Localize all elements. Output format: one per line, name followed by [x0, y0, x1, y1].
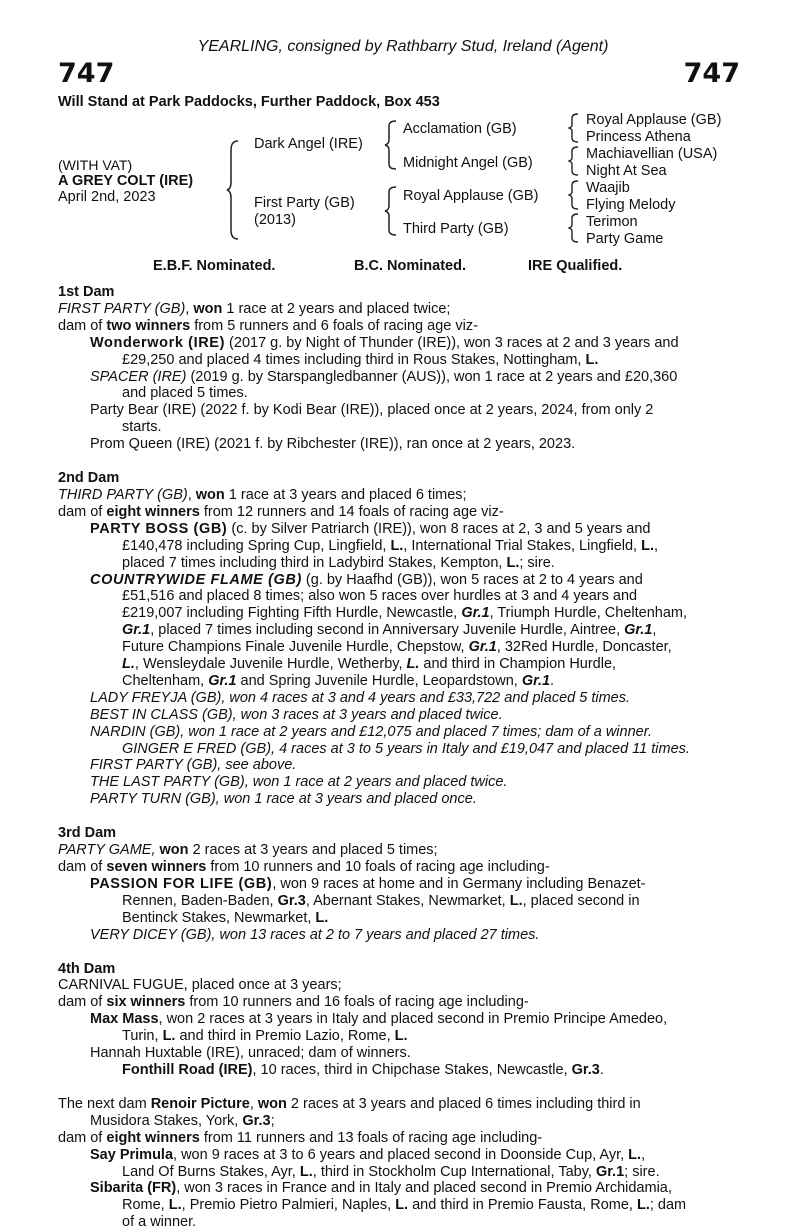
sire-dam: Midnight Angel (GB) [403, 155, 533, 171]
offspring-entry-cont: Turin, L. and third in Premio Lazio, Rome, L. [122, 1028, 408, 1045]
ggs-3: Waajib [586, 180, 630, 196]
produce-line: dam of seven winners from 10 runners and 10 foals of racing age including- [58, 859, 550, 875]
offspring-entry: THE LAST PARTY (GB), won 1 race at 2 years and placed twice. [90, 774, 508, 791]
produce-line: dam of eight winners from 11 runners and 13 foals of racing age including- [58, 1129, 543, 1146]
offspring-entry: BEST IN CLASS (GB), won 3 races at 3 years and placed twice. [90, 706, 503, 723]
offspring-entry-cont: Bentinck Stakes, Newmarket, L. [122, 909, 329, 926]
offspring-entry-cont: starts. [122, 419, 162, 436]
first-dam-section [58, 284, 748, 453]
offspring-entry: Say Primula, won 9 races at 3 to 6 years and placed second in Doonside Cup, Ayr, L., [90, 1146, 646, 1163]
offspring-entry: SPACER (IRE) (2019 g. by Starspangledbanner (AUS)), won 1 race at 2 years and £20,360 [90, 368, 678, 385]
vat-note: (WITH VAT) [58, 157, 133, 173]
section-heading: 4th Dam [58, 960, 116, 977]
consignment-line: YEARLING, consigned by Rathbarry Stud, Ireland (Agent) [197, 38, 609, 55]
horse-name: A GREY COLT (IRE) [58, 173, 194, 189]
offspring-entry: COUNTRYWIDE FLAME (GB) (g. by Haafhd (GB)), won 5 races at 2 to 4 years and [90, 571, 643, 588]
produce-line: dam of two winners from 5 runners and 6 foals of racing age viz- [58, 317, 478, 334]
offspring-entry-cont: £51,516 and placed 8 times; also won 5 races over hurdles at 3 and 4 years and [122, 588, 638, 605]
stable-location: Will Stand at Park Paddocks, Further Paddock, Box 453 [58, 94, 440, 110]
next-dam-section [58, 1096, 748, 1231]
dam-line: PARTY GAME, won 2 races at 3 years and placed 5 times; [58, 842, 438, 859]
section-heading: 1st Dam [58, 284, 115, 300]
offspring-entry: LADY FREYJA (GB), won 4 races at 3 and 4 years and £33,722 and placed 5 times. [90, 689, 631, 706]
offspring-entry-cont: Cheltenham, Gr.1 and Spring Juvenile Hurdle, Leopardstown, Gr.1. [122, 672, 555, 689]
dam-name: First Party (GB) [254, 195, 355, 211]
offspring-entry: FIRST PARTY (GB), see above. [90, 757, 297, 774]
sire-sire: Acclamation (GB) [403, 121, 517, 137]
offspring-entry-cont: £29,250 and placed 4 times including third in Rous Stakes, Nottingham, L. [122, 351, 599, 368]
offspring-entry: Wonderwork (IRE) (2017 g. by Night of Thunder (IRE)), won 3 races at 2 and 3 years and [90, 334, 679, 351]
brace-sire [384, 120, 398, 170]
section-heading: 2nd Dam [58, 470, 120, 487]
offspring-entry-cont: Land Of Burns Stakes, Ayr, L., third in Stockholm Cup International, Taby, Gr.1; sire. [122, 1163, 660, 1180]
ggd-1: Princess Athena [586, 129, 691, 145]
third-dam-section [58, 825, 748, 943]
ire-qualification: IRE Qualified. [528, 258, 623, 274]
dam-line: The next dam Renoir Picture, won 2 races at 3 years and placed 6 times including third in [58, 1095, 641, 1112]
ggd-2: Night At Sea [586, 163, 667, 179]
offspring-entry-cont: Rennen, Baden-Baden, Gr.3, Abernant Stakes, Newmarket, L., placed second in [122, 892, 640, 909]
offspring-entry: Sibarita (FR), won 3 races in France and in Italy and placed second in Premio Archidamia, [90, 1180, 672, 1197]
produce-line: dam of eight winners from 12 runners and 14 foals of racing age viz- [58, 503, 504, 520]
ggd-4: Party Game [586, 231, 664, 247]
ggd-3: Flying Melody [586, 197, 676, 213]
ggs-2: Machiavellian (USA) [586, 146, 718, 162]
offspring-entry-cont: Gr.1, placed 7 times including second in Anniversary Juvenile Hurdle, Aintree, Gr.1, [122, 622, 657, 639]
offspring-entry: VERY DICEY (GB), won 13 races at 2 to 7 years and placed 27 times. [90, 926, 540, 943]
offspring-entry-cont: Rome, L., Premio Pietro Palmieri, Naples, L. and third in Premio Fausta, Rome, L.; dam [122, 1197, 687, 1214]
ggs-1: Royal Applause (GB) [586, 112, 722, 128]
offspring-entry: Prom Queen (IRE) (2021 f. by Ribchester (IRE)), ran once at 2 years, 2023. [90, 436, 576, 453]
ebf-nomination: E.B.F. Nominated. [153, 258, 276, 274]
section-heading: 3rd Dam [58, 825, 117, 842]
brace-main [226, 140, 240, 240]
lot-number-right: 747 [683, 58, 740, 89]
offspring-entry-cont: Future Champions Finale Juvenile Hurdle, Chepstow, Gr.1, 32Red Hurdle, Doncaster, [122, 639, 672, 656]
grand-offspring-entry: Fonthill Road (IRE), 10 races, third in Chipchase Stakes, Newcastle, Gr.3. [122, 1061, 604, 1078]
offspring-entry: Party Bear (IRE) (2022 f. by Kodi Bear (IRE)), placed once at 2 years, 2024, from only 2 [90, 402, 654, 419]
offspring-entry: Max Mass, won 2 races at 3 years in Italy and placed second in Premio Principe Amedeo, [90, 1011, 668, 1028]
dam-dam: Third Party (GB) [403, 221, 509, 237]
brace-ds [568, 180, 580, 210]
offspring-entry-cont: £140,478 including Spring Cup, Lingfield, L., International Trial Stakes, Lingfield, L., [122, 537, 659, 554]
sire-name: Dark Angel (IRE) [254, 136, 363, 152]
dam-line: FIRST PARTY (GB), won 1 race at 2 years and placed twice; [58, 300, 451, 317]
offspring-entry-cont: L., Wensleydale Juvenile Hurdle, Wetherby, L. and third in Champion Hurdle, [122, 656, 617, 673]
offspring-entry: PARTY TURN (GB), won 1 race at 3 years and placed once. [90, 791, 477, 808]
dam-sire: Royal Applause (GB) [403, 188, 539, 204]
foaling-date: April 2nd, 2023 [58, 189, 156, 205]
catalogue-body [58, 284, 748, 1231]
dam-line: THIRD PARTY (GB), won 1 race at 3 years and placed 6 times; [58, 486, 467, 503]
pedigree-table [0, 110, 806, 270]
offspring-entry-cont: and placed 5 times. [122, 385, 248, 402]
offspring-entry-cont: placed 7 times including third in Ladybird Stakes, Kempton, L.; sire. [122, 554, 555, 571]
dam-year: (2013) [254, 212, 296, 228]
brace-sd [568, 146, 580, 176]
fourth-dam-section [58, 961, 748, 1079]
dam-line: CARNIVAL FUGUE, placed once at 3 years; [58, 977, 342, 994]
bc-nomination: B.C. Nominated. [354, 258, 466, 274]
brace-dd [568, 213, 580, 243]
dam-line-cont: Musidora Stakes, York, Gr.3; [90, 1112, 275, 1129]
grand-offspring-entry: GINGER E FRED (GB), 4 races at 3 to 5 years in Italy and £19,047 and placed 11 times. [122, 740, 690, 757]
second-dam-section [58, 470, 748, 808]
offspring-entry: PARTY BOSS (GB) (c. by Silver Patriarch (IRE)), won 8 races at 2, 3 and 5 years and [90, 520, 651, 537]
offspring-entry-cont: of a winner. [122, 1214, 197, 1231]
offspring-entry: Hannah Huxtable (IRE), unraced; dam of winners. [90, 1045, 411, 1062]
ggs-4: Terimon [586, 214, 638, 230]
offspring-entry-cont: £219,007 including Fighting Fifth Hurdle, Newcastle, Gr.1, Triumph Hurdle, Cheltenham, [122, 605, 688, 622]
offspring-entry: NARDIN (GB), won 1 race at 2 years and £12,075 and placed 7 times; dam of a winner. [90, 723, 653, 740]
produce-line: dam of six winners from 10 runners and 16 foals of racing age including- [58, 994, 529, 1011]
brace-ss [568, 113, 580, 143]
lot-number-left: 747 [58, 58, 115, 89]
brace-dam [384, 186, 398, 236]
offspring-entry: PASSION FOR LIFE (GB), won 9 races at home and in Germany including Benazet- [90, 875, 646, 892]
